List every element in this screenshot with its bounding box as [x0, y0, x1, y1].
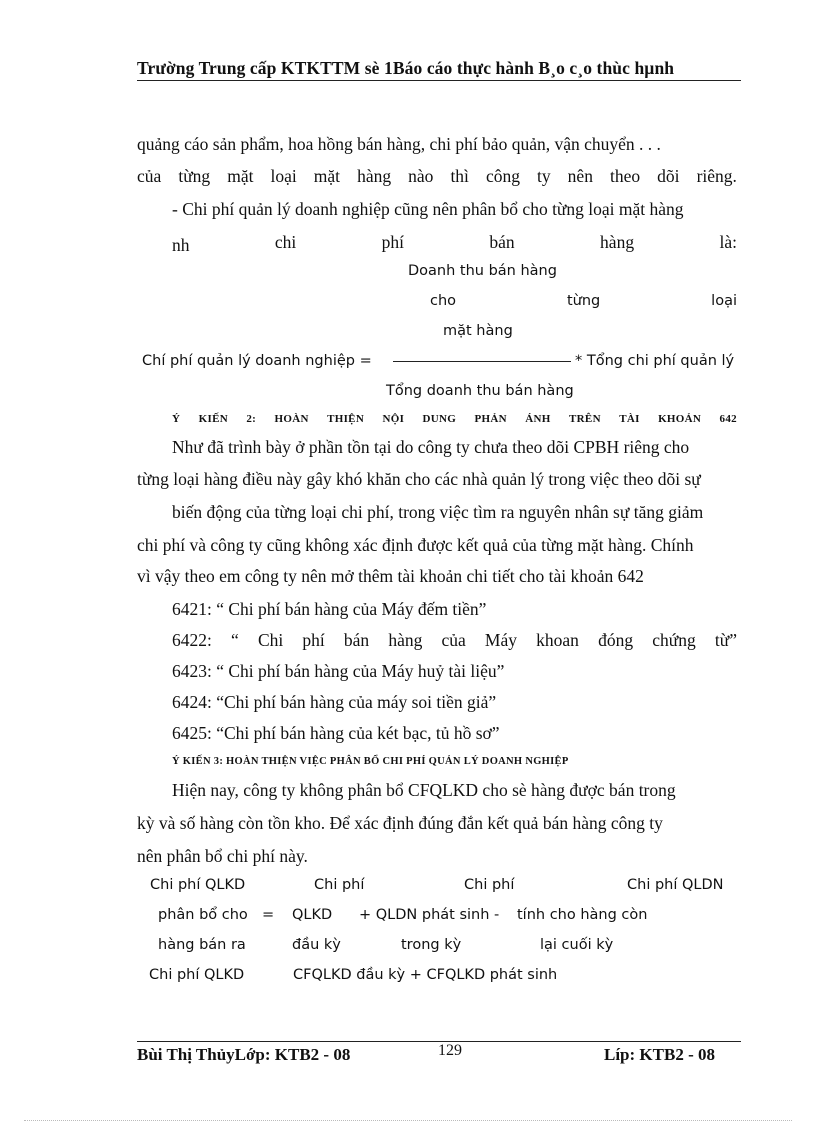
- formula1-rhs: * Tổng chi phí quản lý: [575, 353, 735, 369]
- footer-class: Líp: KTB2 - 08: [604, 1045, 715, 1064]
- formula2-row2-col4: tính cho hàng còn: [517, 907, 648, 923]
- header-rule: [137, 80, 741, 81]
- idea3-line2: kỳ và số hàng còn tồn kho. Để xác định đúng đắn kết quả bán hàng công ty: [137, 813, 663, 833]
- formula2-row2-col1: phân bổ cho: [158, 907, 248, 923]
- formula2-row1-col1: Chi phí QLKD: [150, 877, 246, 893]
- idea2-line1: Như đã trình bày ở phần tồn tại do công ty chưa theo dõi CPBH riêng cho: [172, 437, 690, 457]
- formula1-numerator-line3: mặt hàng: [443, 323, 513, 339]
- formula1-denominator: Tổng doanh thu bán hàng: [386, 383, 574, 399]
- page-number: 129: [438, 1042, 462, 1059]
- page-edge-dotted-line: [24, 1120, 792, 1121]
- formula1-numerator-line1: Doanh thu bán hàng: [408, 263, 557, 279]
- formula2-row2-col2: QLKD: [292, 907, 333, 923]
- formula2-row3-col3: trong kỳ: [401, 937, 462, 953]
- formula2-row3-col2: đầu kỳ: [292, 937, 341, 953]
- idea2-line2: từng loại hàng điều này gây khó khăn cho các nhà quản lý trong việc theo dõi sự: [137, 469, 701, 489]
- idea3-line1: Hiện nay, công ty không phân bổ CFQLKD cho sè hàng được bán trong: [172, 780, 676, 800]
- paragraph1-line3: - Chi phí quản lý doanh nghiệp cũng nên phân bổ cho từng loại mặt hàng: [172, 199, 684, 219]
- formula2-row1-col3: Chi phí: [464, 877, 515, 893]
- formula2-row4-col2: CFQLKD đầu kỳ + CFQLKD phát sinh: [293, 967, 558, 983]
- idea2-heading: Ý KIẾN 2: HOÀN THIỆN NỘI DUNG PHẢN ÁNH TRÊN TÀI KHOẢN 642: [172, 413, 737, 425]
- account-6424: 6424: “Chi phí bán hàng của máy soi tiền giả”: [172, 692, 497, 712]
- paragraph1-line2: của từng mặt loại mặt hàng nào thì công ty nên theo dõi riêng.: [137, 166, 737, 186]
- formula2-row3-col1: hàng bán ra: [158, 937, 246, 953]
- formula1-fraction-bar: [393, 361, 571, 362]
- formula2-row1-col4: Chi phí QLDN: [627, 877, 724, 893]
- formula2-row2-col3: + QLDN phát sinh -: [359, 907, 500, 923]
- footer-author: Bùi Thị ThủyLớp: KTB2 - 08: [137, 1045, 351, 1064]
- idea2-line4: chi phí và công ty cũng không xác định được kết quả của từng mặt hàng. Chính: [137, 535, 694, 555]
- formula2-row1-col2: Chi phí: [314, 877, 365, 893]
- paragraph1-line1: quảng cáo sản phẩm, hoa hồng bán hàng, chi phí bảo quản, vận chuyển . . .: [137, 134, 661, 154]
- account-6422: 6422: “ Chi phí bán hàng của Máy khoan đóng chứng từ”: [172, 630, 737, 650]
- account-6423: 6423: “ Chi phí bán hàng của Máy huỷ tài liệu”: [172, 661, 505, 681]
- formula1-numerator-line2: cho từng loại: [430, 293, 737, 309]
- idea2-line5: vì vậy theo em công ty nên mở thêm tài khoản chi tiết cho tài khoản 642: [137, 566, 644, 586]
- page-header: Trường Trung cấp KTKTTM sè 1Báo cáo thực hành B¸o c¸o thùc hµnh: [137, 58, 675, 78]
- account-6421: 6421: “ Chi phí bán hàng của Máy đếm tiền”: [172, 599, 487, 619]
- account-6425: 6425: “Chi phí bán hàng của két bạc, tủ hồ sơ”: [172, 723, 500, 743]
- idea3-heading: Ý KIẾN 3: HOÀN THIỆN VIỆC PHÂN BỔ CHI PHÍ QUẢN LÝ DOANH NGHIỆP: [172, 756, 569, 767]
- idea2-line3: biến động của từng loại chi phí, trong việc tìm ra nguyên nhân sự tăng giảm: [172, 502, 704, 522]
- formula2-row2-equals: =: [262, 907, 275, 923]
- paragraph1-line4: nh chi phí bán hàng là:: [172, 232, 737, 255]
- idea3-line3: nên phân bổ chi phí này.: [137, 846, 308, 866]
- formula2-row3-col4: lại cuối kỳ: [540, 937, 614, 953]
- formula1-lhs: Chí phí quản lý doanh nghiệp =: [142, 353, 372, 369]
- formula2-row4-col1: Chi phí QLKD: [149, 967, 245, 983]
